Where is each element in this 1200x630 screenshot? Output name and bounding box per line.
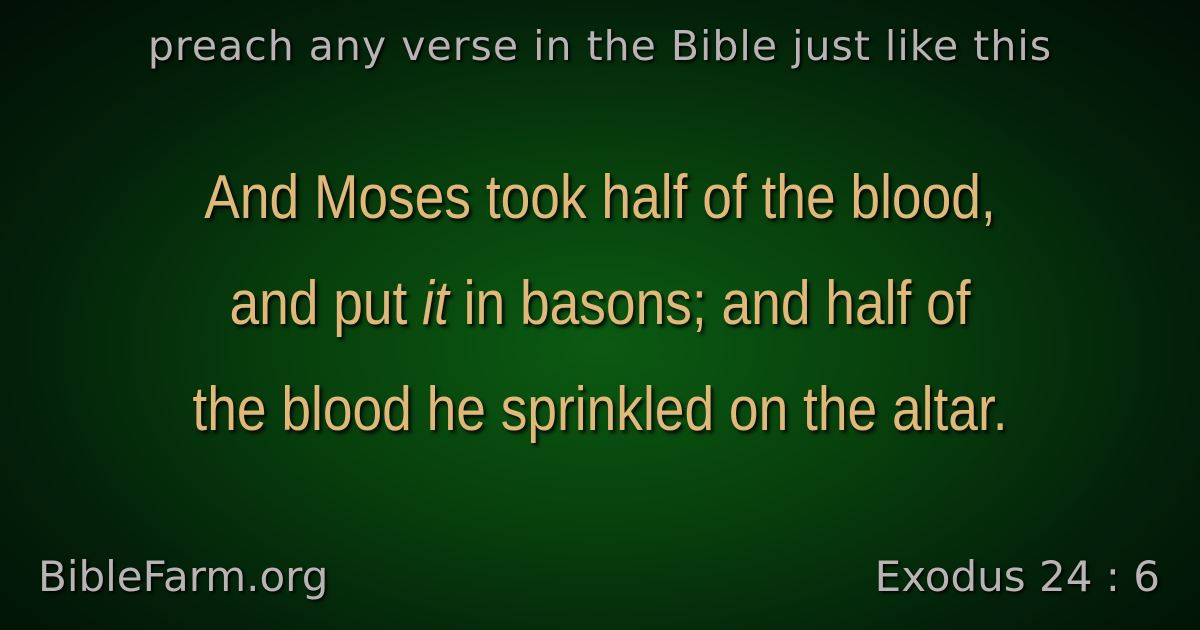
verse-italic-word: it xyxy=(422,269,449,338)
verse-text xyxy=(101,145,1099,463)
tagline: preach any verse in the Bible just like this xyxy=(147,22,1053,70)
verse-line-3: the blood he sprinkled on the altar. xyxy=(192,375,1008,444)
site-name: BibleFarm.org xyxy=(38,552,329,601)
verse-line-2 xyxy=(101,251,1099,357)
verse-line-1: And Moses took half of the blood, xyxy=(204,163,996,232)
verse-line-2-start: and put xyxy=(229,269,423,338)
verse-line-2-end: in basons; and half of xyxy=(448,269,971,338)
verse-reference: Exodus 24 : 6 xyxy=(874,552,1160,601)
